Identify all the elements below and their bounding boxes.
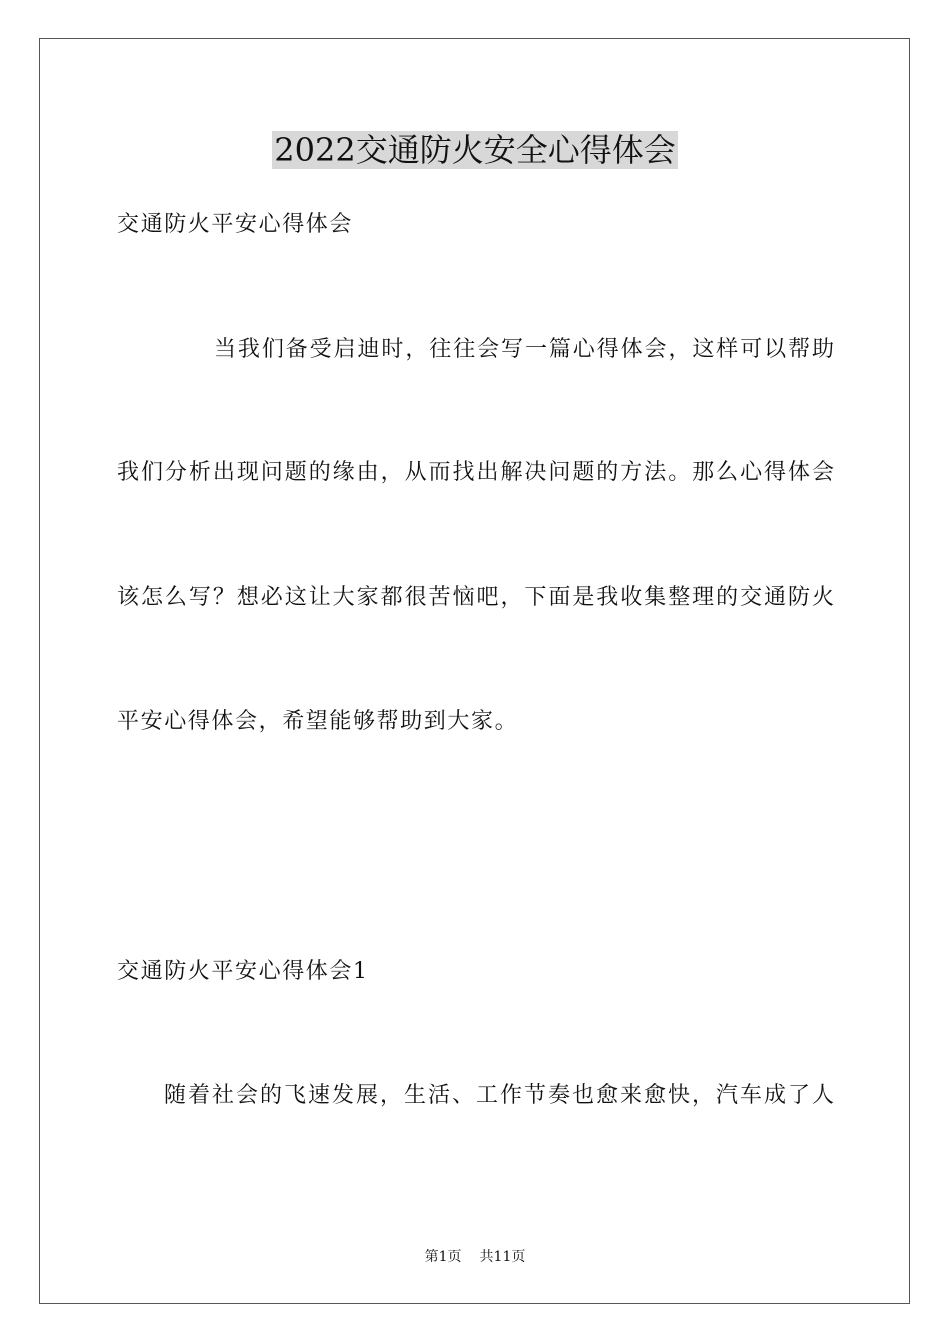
intro-line-3: 该怎么写？想必这让大家都很苦恼吧，下面是我收集整理的交通防火	[117, 585, 834, 610]
intro-line-2: 我们分析出现问题的缘由，从而找出解决问题的方法。那么心得体会	[117, 460, 834, 485]
intro-line-4: 平安心得体会，希望能够帮助到大家。	[117, 709, 519, 734]
document-title: 2022交通防火安全心得体会	[274, 131, 676, 169]
document-subtitle: 交通防火平安心得体会	[117, 212, 354, 237]
page-footer	[0, 1247, 950, 1267]
page-total: 共11页	[479, 1249, 526, 1265]
section-heading: 交通防火平安心得体会1	[117, 959, 369, 984]
page-number: 第1页	[424, 1249, 462, 1265]
intro-line-1: 当我们备受启迪时，往往会写一篇心得体会，这样可以帮助	[214, 337, 834, 362]
section-line-1: 随着社会的飞速发展，生活、工作节奏也愈来愈快，汽车成了人	[164, 1083, 834, 1108]
